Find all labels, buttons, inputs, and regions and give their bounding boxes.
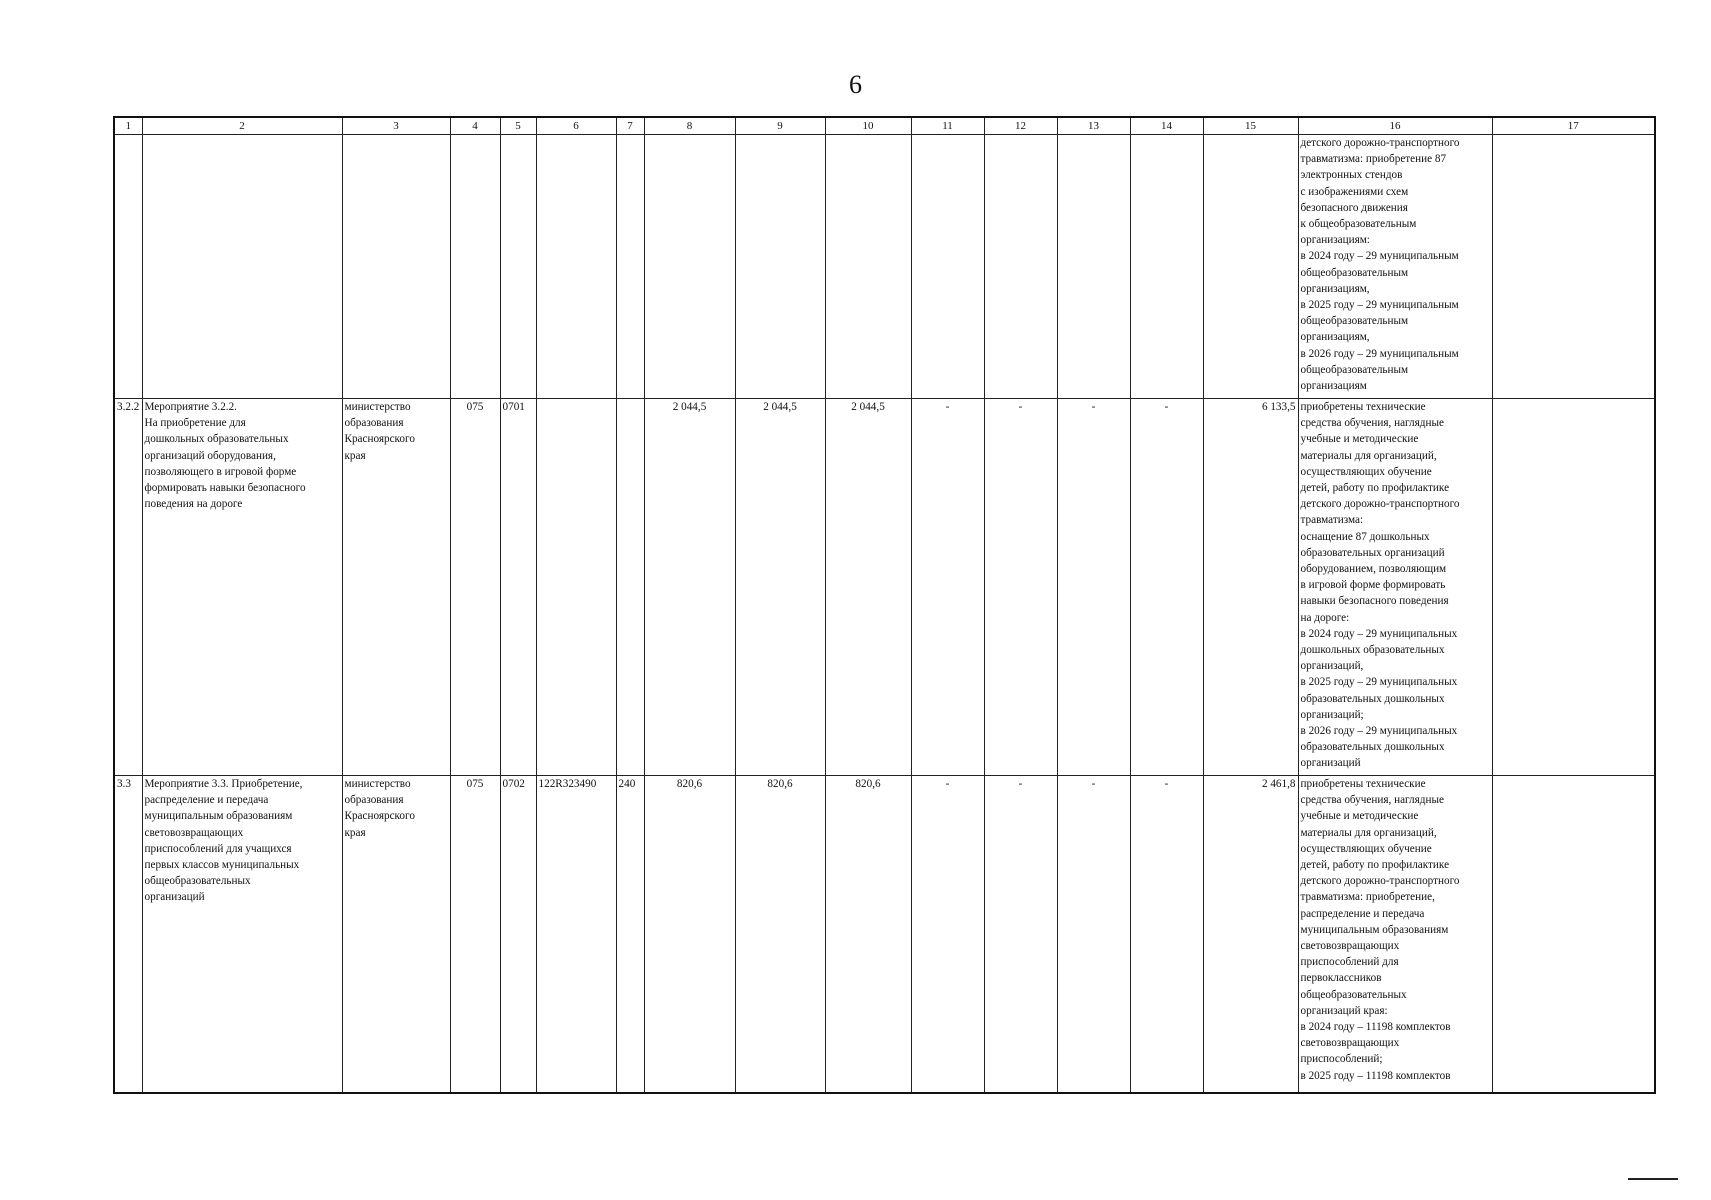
cell-text-line: в 2024 году – 29 муниципальных	[1300, 627, 1458, 640]
cell-c4: 075	[450, 399, 500, 776]
cell-c9: 2 044,5	[735, 399, 825, 776]
cell-text-line: приобретены технические	[1300, 401, 1426, 413]
cell-text-line: образования	[344, 794, 404, 807]
cell-text-line: детского дорожно-транспортного	[1300, 498, 1460, 511]
cell-c13: -	[1057, 776, 1130, 1094]
cell-text-line: организациям,	[1300, 282, 1370, 295]
program-table	[113, 116, 1656, 1094]
cell-text-line: материалы для организаций,	[1300, 449, 1437, 462]
cell-text-line: на дороге:	[1300, 611, 1350, 624]
cell-text-line: образовательных дошкольных	[1300, 741, 1445, 754]
cell-responsible	[342, 776, 450, 1094]
cell-text-line: организациям,	[1300, 331, 1370, 344]
cell-text-line: первых классов муниципальных	[144, 859, 300, 872]
cell-c14	[1130, 135, 1203, 399]
cell-text-line: в 2025 году – 11198 комплектов	[1300, 1069, 1451, 1082]
cell-text-line: организаций;	[1300, 708, 1364, 721]
cell-text-line: осуществляющих обучение	[1300, 465, 1432, 478]
cell-c10	[825, 135, 911, 399]
column-header-2: 2	[142, 117, 342, 135]
cell-text-line: организаций,	[1300, 660, 1364, 673]
cell-text-line: позволяющего в игровой форме	[144, 465, 297, 478]
column-header-8: 8	[644, 117, 735, 135]
cell-text-line: Красноярского	[344, 433, 415, 446]
cell-text-line: общеобразовательным	[1300, 315, 1409, 328]
cell-text-line: осуществляющих обучение	[1300, 842, 1432, 855]
column-header-4: 4	[450, 117, 500, 135]
cell-text-line: травматизма: приобретение,	[1300, 891, 1435, 904]
cell-c11	[911, 135, 984, 399]
cell-text-line: безопасного движения	[1300, 201, 1408, 214]
column-header-7: 7	[616, 117, 644, 135]
cell-c4: 075	[450, 776, 500, 1094]
cell-text-line: образовательных дошкольных	[1300, 692, 1445, 705]
cell-c7: 240	[616, 776, 644, 1094]
cell-c8	[644, 135, 735, 399]
column-header-12: 12	[984, 117, 1057, 135]
column-header-16: 16	[1298, 117, 1492, 135]
cell-text-line: в 2026 году – 29 муниципальных	[1300, 725, 1458, 738]
cell-c17	[1492, 399, 1655, 776]
page-number: 6	[849, 70, 862, 99]
cell-text-line: травматизма: приобретение 87	[1300, 153, 1447, 166]
cell-c8: 820,6	[644, 776, 735, 1094]
cell-num: 3.3	[114, 776, 142, 1094]
column-header-6: 6	[536, 117, 616, 135]
cell-text-line: поведения на дороге	[144, 498, 243, 511]
cell-text-line: министерство	[344, 401, 411, 413]
cell-text-line: материалы для организаций,	[1300, 826, 1437, 839]
cell-c6	[536, 399, 616, 776]
cell-text-line: распределение и передача	[1300, 907, 1425, 920]
cell-text-line: травматизма:	[1300, 514, 1364, 527]
cell-c4	[450, 135, 500, 399]
cell-c5: 0701	[500, 399, 536, 776]
cell-text-line: Мероприятие 3.3. Приобретение,	[144, 778, 303, 790]
cell-text-line: оснащение 87 дошкольных	[1300, 530, 1430, 543]
cell-result	[1298, 135, 1492, 399]
cell-c14: -	[1130, 399, 1203, 776]
cell-text-line: детей, работу по профилактике	[1300, 859, 1450, 872]
cell-c5: 0702	[500, 776, 536, 1094]
cell-text-line: световозвращающих	[1300, 1037, 1400, 1050]
cell-result	[1298, 399, 1492, 776]
cell-c15: 2 461,8	[1203, 776, 1298, 1094]
cell-c14: -	[1130, 776, 1203, 1094]
cell-c8: 2 044,5	[644, 399, 735, 776]
cell-text-line: Мероприятие 3.2.2.	[144, 401, 237, 413]
cell-text-line: детского дорожно-транспортного	[1300, 137, 1460, 149]
cell-c13	[1057, 135, 1130, 399]
cell-text-line: в игровой форме формировать	[1300, 579, 1446, 592]
cell-text-line: формировать навыки безопасного	[144, 482, 306, 495]
cell-name	[142, 135, 342, 399]
cell-result	[1298, 776, 1492, 1094]
cell-text-line: учебные и методические	[1300, 810, 1419, 823]
cell-num: 3.2.2	[114, 399, 142, 776]
cell-c6: 122R323490	[536, 776, 616, 1094]
column-header-11: 11	[911, 117, 984, 135]
table-row	[114, 135, 1655, 399]
cell-c7	[616, 399, 644, 776]
cell-text-line: министерство	[344, 778, 411, 790]
cell-text-line: в 2025 году – 29 муниципальным	[1300, 299, 1459, 312]
cell-text-line: с изображениями схем	[1300, 185, 1409, 198]
cell-text-line: первоклассников	[1300, 972, 1382, 985]
cell-c11: -	[911, 399, 984, 776]
table-row	[114, 399, 1655, 776]
cell-text-line: навыки безопасного поведения	[1300, 595, 1449, 608]
cell-text-line: оборудованием, позволяющим	[1300, 563, 1447, 576]
cell-name	[142, 776, 342, 1094]
cell-c13: -	[1057, 399, 1130, 776]
cell-text-line: средства обучения, наглядные	[1300, 417, 1444, 430]
cell-text-line: общеобразовательных	[1300, 988, 1407, 1001]
cell-c17	[1492, 776, 1655, 1094]
column-header-10: 10	[825, 117, 911, 135]
column-header-13: 13	[1057, 117, 1130, 135]
cell-text-line: общеобразовательным	[1300, 363, 1409, 376]
cell-c9: 820,6	[735, 776, 825, 1094]
cell-text-line: детского дорожно-транспортного	[1300, 875, 1460, 888]
cell-c7	[616, 135, 644, 399]
cell-text-line: организаций края:	[1300, 1004, 1388, 1017]
cell-text-line: учебные и методические	[1300, 433, 1419, 446]
cell-c5	[500, 135, 536, 399]
cell-text-line: организаций	[1300, 757, 1361, 770]
cell-c11: -	[911, 776, 984, 1094]
cell-text-line: в 2026 году – 29 муниципальным	[1300, 347, 1459, 360]
cell-text-line: детей, работу по профилактике	[1300, 482, 1450, 495]
cell-text-line: образовательных организаций	[1300, 546, 1445, 559]
cell-num	[114, 135, 142, 399]
cell-text-line: приспособлений для учащихся	[144, 842, 292, 855]
column-header-3: 3	[342, 117, 450, 135]
cell-text-line: образования	[344, 417, 404, 430]
cell-text-line: распределение и передача	[144, 794, 269, 807]
column-header-14: 14	[1130, 117, 1203, 135]
cell-text-line: организациям:	[1300, 234, 1370, 247]
cell-c15	[1203, 135, 1298, 399]
cell-c12: -	[984, 399, 1057, 776]
cell-text-line: дошкольных образовательных	[144, 433, 289, 446]
footer-rule	[1628, 1178, 1678, 1180]
cell-name	[142, 399, 342, 776]
cell-text-line: световозвращающих	[1300, 940, 1400, 953]
cell-text-line: приобретены технические	[1300, 778, 1426, 790]
cell-c6	[536, 135, 616, 399]
cell-c10: 2 044,5	[825, 399, 911, 776]
cell-c10: 820,6	[825, 776, 911, 1094]
cell-text-line: в 2025 году – 29 муниципальных	[1300, 676, 1458, 689]
cell-text-line: приспособлений;	[1300, 1053, 1383, 1066]
column-header-17: 17	[1492, 117, 1655, 135]
cell-text-line: к общеобразовательным	[1300, 218, 1417, 231]
cell-text-line: электронных стендов	[1300, 169, 1403, 182]
cell-responsible	[342, 135, 450, 399]
cell-text-line: На приобретение для	[144, 417, 246, 430]
table-row	[114, 776, 1655, 1094]
cell-responsible	[342, 399, 450, 776]
cell-text-line: приспособлений для	[1300, 956, 1399, 969]
cell-text-line: организаций оборудования,	[144, 449, 276, 462]
cell-c9	[735, 135, 825, 399]
cell-c15: 6 133,5	[1203, 399, 1298, 776]
cell-text-line: общеобразовательных	[144, 875, 251, 888]
cell-text-line: средства обучения, наглядные	[1300, 794, 1444, 807]
cell-text-line: организаций	[144, 891, 205, 904]
cell-text-line: муниципальным образованиям	[144, 810, 293, 823]
cell-c12: -	[984, 776, 1057, 1094]
column-header-1: 1	[114, 117, 142, 135]
cell-text-line: края	[344, 449, 366, 462]
cell-text-line: общеобразовательным	[1300, 266, 1409, 279]
cell-text-line: в 2024 году – 29 муниципальным	[1300, 250, 1459, 263]
cell-text-line: организациям	[1300, 380, 1367, 393]
cell-text-line: дошкольных образовательных	[1300, 644, 1445, 657]
cell-text-line: в 2024 году – 11198 комплектов	[1300, 1021, 1451, 1034]
cell-c17	[1492, 135, 1655, 399]
cell-text-line: Красноярского	[344, 810, 415, 823]
column-header-5: 5	[500, 117, 536, 135]
cell-text-line: световозвращающих	[144, 826, 244, 839]
cell-text-line: муниципальным образованиям	[1300, 923, 1449, 936]
column-header-15: 15	[1203, 117, 1298, 135]
header-row	[114, 117, 1655, 135]
cell-c12	[984, 135, 1057, 399]
column-header-9: 9	[735, 117, 825, 135]
cell-text-line: края	[344, 826, 366, 839]
